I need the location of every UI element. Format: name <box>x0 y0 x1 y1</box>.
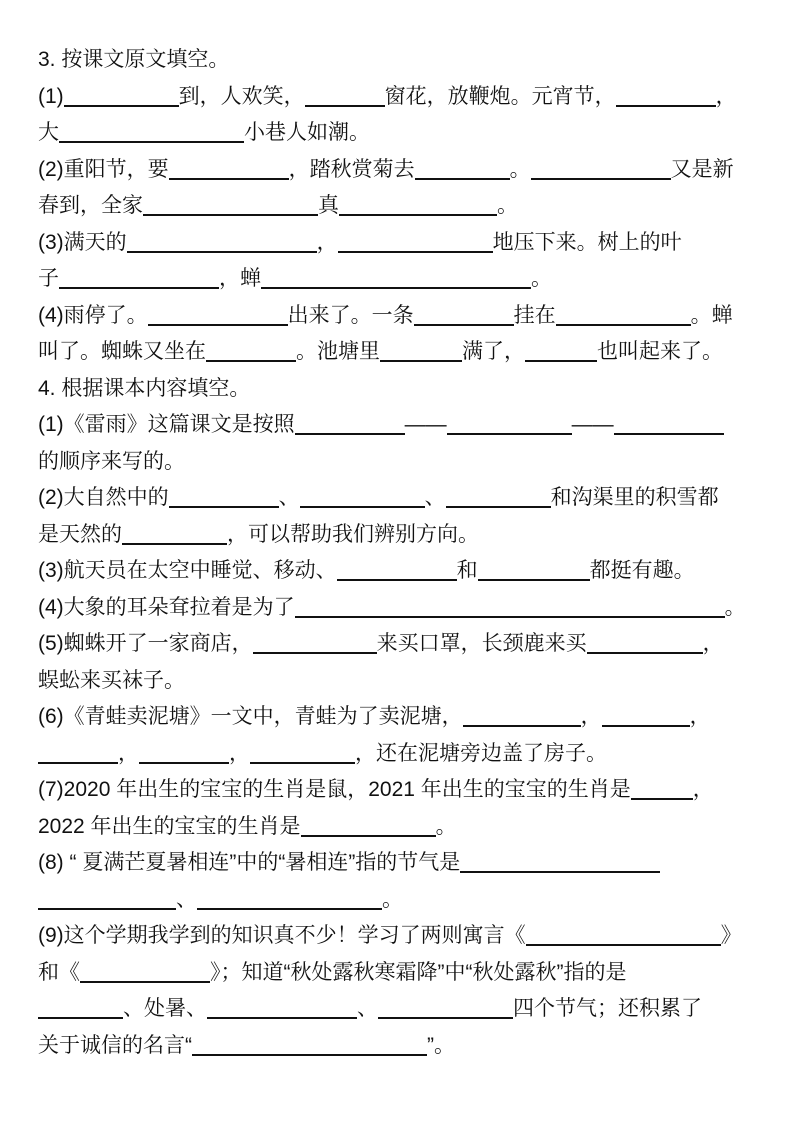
question-text: ， <box>715 84 737 108</box>
blank-line <box>295 431 405 435</box>
blank-line <box>531 176 671 180</box>
question-text: 来买口罩，长颈鹿来买 <box>376 632 587 655</box>
blank-line <box>169 504 279 508</box>
blank-line <box>460 869 660 873</box>
question-text: (2)重阳节，要 <box>38 157 169 181</box>
question-text: 。 <box>382 887 403 911</box>
worksheet-line <box>38 152 755 189</box>
blank-line <box>148 322 288 326</box>
blank-line <box>300 504 425 508</box>
blank-line <box>38 760 118 764</box>
question-text: 出来了。一条 <box>287 303 414 327</box>
question-text: 四个节气；还积累了 <box>513 997 702 1020</box>
blank-line <box>80 979 210 983</box>
question-text: 又是新 <box>670 157 734 181</box>
worksheet-line <box>38 517 755 554</box>
question-text: 。 <box>497 194 518 217</box>
blank-line <box>295 614 725 618</box>
question-text: 的顺序来写的。 <box>38 449 185 473</box>
question-text: ， <box>316 230 338 254</box>
blank-line <box>587 650 703 654</box>
blank-line <box>556 322 691 326</box>
question-text: ”。 <box>427 1033 455 1057</box>
blank-line <box>526 942 721 946</box>
question-text: —— <box>404 413 447 436</box>
question-text: 、 <box>424 486 446 509</box>
worksheet-line <box>38 407 755 444</box>
blank-line <box>206 358 296 362</box>
worksheet-line <box>38 590 755 627</box>
worksheet-line <box>38 663 755 700</box>
question-text: 春到，全家 <box>38 194 143 217</box>
question-text: 和沟渠里的积雪都 <box>550 486 719 509</box>
question-text: 。蝉 <box>690 303 733 327</box>
question-text: ， <box>580 705 602 728</box>
blank-line <box>339 212 497 216</box>
blank-line <box>59 139 244 143</box>
question-text: 满了， <box>462 340 525 363</box>
question-text: 大 <box>38 121 59 144</box>
worksheet-line <box>38 918 755 955</box>
worksheet-line <box>38 1028 755 1065</box>
worksheet-line <box>38 480 755 517</box>
question-text: 、 <box>278 486 300 509</box>
blank-line <box>478 577 590 581</box>
question-text: (2)大自然中的 <box>38 486 169 509</box>
question-text: 到，人欢笑， <box>178 84 305 108</box>
question-text: ，可以帮助我们辨别方向。 <box>227 522 479 546</box>
question-text: 。 <box>531 267 552 290</box>
blank-line <box>447 431 572 435</box>
blank-line <box>197 906 382 910</box>
blank-line <box>59 285 219 289</box>
worksheet-content <box>38 42 755 1064</box>
worksheet-line <box>38 845 755 882</box>
question-text: (1)《雷雨》这篇课文是按照 <box>38 413 295 436</box>
question-text: (4)大象的耳朵耷拉着是为了 <box>38 595 295 619</box>
blank-line <box>139 760 229 764</box>
question-text: 、 <box>357 997 378 1020</box>
question-text: 2022 年出生的宝宝的生肖是 <box>38 814 301 838</box>
blank-line <box>301 833 436 837</box>
question-text: 。 <box>724 595 746 619</box>
worksheet-line <box>38 991 755 1028</box>
question-text: 真 <box>318 194 339 217</box>
worksheet-line <box>38 261 755 298</box>
blank-line <box>602 723 690 727</box>
blank-line <box>122 541 227 545</box>
worksheet-line <box>38 188 755 225</box>
question-text: 、处暑、 <box>123 997 207 1020</box>
question-text: 都挺有趣。 <box>589 559 695 582</box>
question-text: (5)蜘蛛开了一家商店， <box>38 632 253 655</box>
question-text: (7)2020 年出生的宝宝的生肖是鼠，2021 年出生的宝宝的生肖是 <box>38 778 631 801</box>
blank-line <box>38 1015 123 1019</box>
question-text: 和 <box>456 559 478 582</box>
section-heading <box>38 371 755 408</box>
question-text: 3. 按课文原文填空。 <box>38 48 230 71</box>
question-text: 也叫起来了。 <box>597 340 723 363</box>
worksheet-line <box>38 553 755 590</box>
question-text: 窗花，放鞭炮。元宵节， <box>384 84 616 108</box>
question-text: ， <box>229 741 250 765</box>
question-text: 》 <box>720 924 742 947</box>
question-text: 蜈蚣来买袜子。 <box>38 668 185 692</box>
blank-line <box>38 906 176 910</box>
worksheet-line <box>38 809 755 846</box>
question-text: ， <box>689 705 711 728</box>
blank-line <box>305 103 385 107</box>
question-text: ，还在泥塘旁边盖了房子。 <box>355 741 607 765</box>
blank-line <box>261 285 531 289</box>
question-text: 是天然的 <box>38 522 122 546</box>
question-text: 。 <box>435 814 457 838</box>
question-text: 和《 <box>38 960 80 984</box>
worksheet-line <box>38 115 755 152</box>
blank-line <box>414 322 514 326</box>
question-text: 子 <box>38 267 59 290</box>
worksheet-line <box>38 298 755 335</box>
worksheet-line <box>38 334 755 371</box>
question-text: 》；知道“秋处露秋寒霜降”中“秋处露秋”指的是 <box>210 960 627 984</box>
worksheet-line <box>38 882 755 919</box>
blank-line <box>380 358 462 362</box>
blank-line <box>127 249 317 253</box>
question-text: ， <box>692 778 714 801</box>
question-text: 挂在 <box>513 303 556 327</box>
question-text: ，踏秋赏菊去 <box>288 157 415 181</box>
question-text: —— <box>571 413 614 436</box>
question-text: (6)《青蛙卖泥塘》一文中，青蛙为了卖泥塘， <box>38 705 463 728</box>
blank-line <box>207 1015 357 1019</box>
question-text: (3)航天员在太空中睡觉、移动、 <box>38 559 337 582</box>
question-text: ， <box>702 632 724 655</box>
blank-line <box>253 650 377 654</box>
blank-line <box>614 431 724 435</box>
blank-line <box>525 358 597 362</box>
question-text: (1) <box>38 84 64 108</box>
worksheet-line <box>38 79 755 116</box>
question-text: 叫了。蜘蛛又坐在 <box>38 340 206 363</box>
question-text: ，蝉 <box>219 267 261 290</box>
worksheet-line <box>38 626 755 663</box>
blank-line <box>337 577 457 581</box>
question-text: 地压下来。树上的叶 <box>492 230 682 254</box>
worksheet-line <box>38 444 755 481</box>
question-text: 。 <box>509 157 531 181</box>
section-heading <box>38 42 755 79</box>
question-text: (3)满天的 <box>38 230 127 254</box>
question-text: (8) “ 夏满芒夏暑相连”中的“暑相连”指的节气是 <box>38 851 461 874</box>
blank-line <box>338 249 493 253</box>
blank-line <box>192 1052 427 1056</box>
blank-line <box>631 796 693 800</box>
blank-line <box>250 760 355 764</box>
worksheet-line <box>38 699 755 736</box>
blank-line <box>616 103 716 107</box>
question-text: 小巷人如潮。 <box>244 121 370 144</box>
question-text: (9)这个学期我学到的知识真不少！学习了两则寓言《 <box>38 924 526 947</box>
blank-line <box>64 103 179 107</box>
blank-line <box>463 723 581 727</box>
question-text: 关于诚信的名言“ <box>38 1033 192 1057</box>
worksheet-line <box>38 225 755 262</box>
question-text: 。池塘里 <box>296 340 380 363</box>
blank-line <box>169 176 289 180</box>
blank-line <box>446 504 551 508</box>
blank-line <box>143 212 318 216</box>
question-text: (4)雨停了。 <box>38 303 148 327</box>
worksheet-line <box>38 955 755 992</box>
question-text: 4. 根据课本内容填空。 <box>38 376 251 400</box>
worksheet-line <box>38 736 755 773</box>
blank-line <box>415 176 510 180</box>
question-text: ， <box>118 741 139 765</box>
blank-line <box>378 1015 513 1019</box>
worksheet-line <box>38 772 755 809</box>
question-text: 、 <box>176 887 197 911</box>
